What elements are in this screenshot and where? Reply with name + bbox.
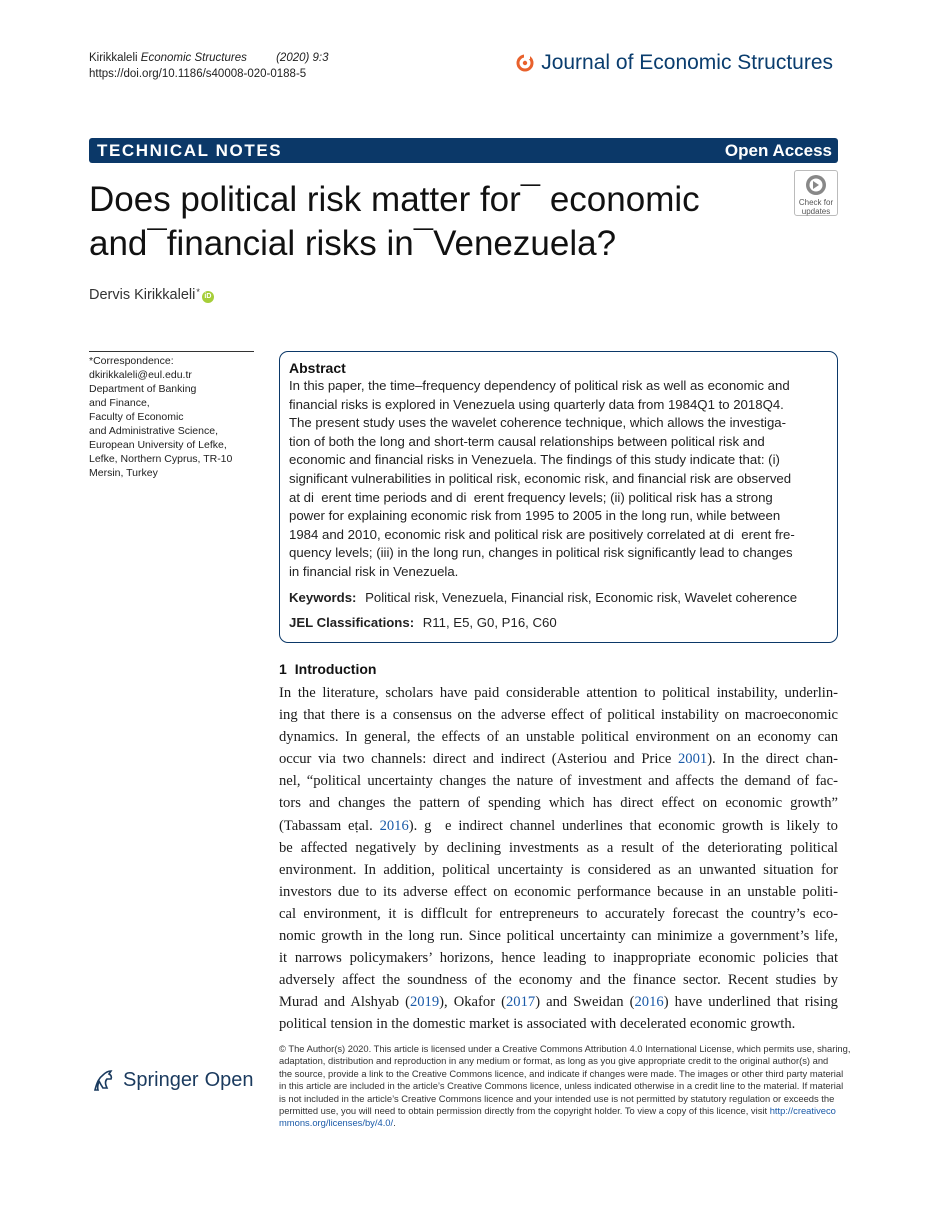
- license-line: the source, provide a link to the Creative Commons licence, and indicate if changes were made. The images or other third party material: [279, 1067, 844, 1079]
- orcid-icon[interactable]: iD: [202, 291, 214, 303]
- corr-affiliation-line: Mersin, Turkey: [89, 467, 158, 479]
- license-url-link[interactable]: mmons.org/licenses/by/4.0/: [279, 1117, 394, 1129]
- body-line: adversely affect the soundness of the economy and the finance sector. Recent studies by: [279, 972, 838, 989]
- text-span: Murad and Alshyab (: [279, 994, 410, 1011]
- corr-affiliation-line: and Finance,: [89, 397, 150, 409]
- section-title: Introduction: [294, 661, 377, 677]
- corr-affiliation-line: Lefke, Northern Cyprus, TR-10: [89, 453, 233, 465]
- doi-link[interactable]: https://doi.org/10.1186/s40008-020-0188-5: [89, 68, 307, 80]
- open-wordmark: Open: [204, 1068, 254, 1091]
- abstract-body: [289, 377, 828, 582]
- abstract-line: 1984 and 2010, economic risk and political risk are positively correlated at di erent fre-: [289, 526, 795, 542]
- journal-logo[interactable]: [516, 51, 833, 75]
- abstract-line: economic and financial risks in Venezuela. The findings of this study indicate that: (i): [289, 452, 780, 468]
- section-heading-introduction: [279, 661, 384, 677]
- body-line: In the literature, scholars have paid considerable attention to political instability, underlin-: [279, 685, 838, 701]
- check-updates-icon: [804, 173, 828, 197]
- body-line: it narrows policymakers’ horizons, hence leading to inappropriate economic policies that: [279, 950, 838, 967]
- header-author: Kirikkaleli: [89, 52, 138, 64]
- open-access-label: Open Access: [724, 140, 832, 160]
- keywords-label: Keywords:: [289, 589, 357, 605]
- abstract-box: [279, 351, 838, 643]
- abstract-line: in financial risk in Venezuela.: [289, 563, 459, 579]
- text-span: ) have underlined that rising: [663, 994, 838, 1011]
- springer-horse-icon: [89, 1066, 117, 1094]
- journal-name: Journal of Economic Structures: [541, 51, 833, 74]
- header-year-issue: (2020) 9:3: [276, 52, 329, 64]
- corr-affiliation-line: and Administrative Science,: [89, 425, 218, 437]
- journal-logo-icon: [516, 54, 534, 72]
- abstract-line: quency levels; (iii) in the long run, changes in political risk significantly lead to changes: [289, 545, 793, 561]
- author-name[interactable]: Dervis Kirikkaleli: [89, 287, 196, 303]
- license-line: adaptation, distribution and reproduction in any medium or format, as long as you give appropriate credit to the original author(s) and: [279, 1055, 829, 1067]
- corr-affiliation-line: Department of Banking: [89, 383, 197, 395]
- body-line: tors and changes the pattern of spending which has direct effect on economic growth”: [279, 795, 838, 812]
- body-line: [279, 991, 838, 1013]
- check-updates-line-2: updates: [801, 207, 831, 216]
- citation-link[interactable]: 2001: [678, 751, 708, 768]
- body-line: ing that there is a consensus on the adverse effect of political instability on macroeconomic: [279, 707, 838, 724]
- abstract-heading: Abstract: [289, 360, 346, 376]
- jel-value: R11, E5, G0, P16, C60: [422, 614, 557, 630]
- citation-link[interactable]: 2016: [634, 994, 664, 1011]
- body-line: cal environment, it is difflcult for entrepreneurs to accurately forecast the country’s eco-: [279, 905, 838, 922]
- author-line: [89, 287, 214, 303]
- jel-row: [289, 614, 828, 632]
- abstract-line: tion of both the long and short-term causal relationships between political risk and: [289, 433, 765, 449]
- abstract-line: significant vulnerabilities in political risk, economic risk, and financial risk are observed: [289, 470, 792, 486]
- springer-wordmark: Springer: [123, 1068, 199, 1091]
- check-for-updates-badge[interactable]: [794, 170, 838, 216]
- citation-link[interactable]: 2019: [409, 994, 440, 1011]
- license-line: is not included in the article’s Creative Commons licence and your intended use is not permitted by statutory regulation or exceeds the: [279, 1092, 835, 1104]
- text-span: permitted use, you will need to obtain permission directly from the copyright holder. To view a copy of this licence, visit: [279, 1105, 770, 1117]
- license-notice: [279, 1043, 851, 1130]
- text-span: ), Okafor (: [439, 994, 506, 1011]
- keywords-row: [289, 589, 828, 607]
- correspondence-mark: *: [196, 287, 200, 297]
- introduction-body: [279, 682, 838, 1036]
- body-line: dynamics. In general, the effects of an unstable political environment on an economy can: [279, 729, 838, 746]
- body-line: [279, 748, 838, 770]
- body-line: be affected negatively by declining investments as a result of the deteriorating political: [279, 839, 838, 856]
- abstract-line: at di erent time periods and di erent frequency levels; (ii) political risk has a strong: [289, 489, 773, 505]
- article-title: [89, 178, 729, 266]
- license-line: in this article are included in the article’s Creative Commons licence, unless indicated otherwise in a credit line to the material. If material: [279, 1080, 844, 1092]
- citation-line: [89, 50, 329, 66]
- running-header: [89, 50, 329, 82]
- citation-link[interactable]: 2016: [379, 817, 409, 834]
- license-line: © The Author(s) 2020. This article is licensed under a Creative Commons Attribution 4.0 International License, which permits use, sharing,: [279, 1043, 851, 1054]
- text-span: ). g e indirect channel underlines that economic growth is likely to: [408, 817, 838, 834]
- body-line: investors due to its adverse effect on economic performance because in an unstable politi-: [279, 883, 838, 900]
- springer-open-logo[interactable]: [89, 1066, 254, 1094]
- abstract-line: In this paper, the time–frequency dependency of political risk as well as economic and: [289, 378, 790, 393]
- body-line: environment. In addition, political uncertainty is considered as an unwanted situation for: [279, 861, 838, 878]
- abstract-line: power for explaining economic risk from 1995 to 2005 in the long run, while between: [289, 508, 781, 524]
- body-line: [279, 815, 838, 837]
- license-line: [279, 1117, 838, 1129]
- text-span: occur via two channels: direct and indirect (Asteriou and Price: [279, 751, 678, 768]
- keywords-value: Political risk, Venezuela, Financial risk, Economic risk, Wavelet coherence: [365, 589, 798, 605]
- correspondence-block: [89, 354, 264, 480]
- title-line-2: and¯ﬁnancial risks in¯Venezuela?: [89, 224, 617, 263]
- body-line: nomic growth in the long run. Since political uncertainty can minimize a government’s life,: [279, 928, 838, 945]
- corr-affiliation-line: European University of Lefke,: [89, 439, 227, 451]
- title-line-1: Does political risk matter for¯ economic: [89, 180, 700, 219]
- corr-affiliation-line: Faculty of Economic: [89, 411, 184, 423]
- abstract-line: financial risks is explored in Venezuela using quarterly data from 1984Q1 to 2018Q4.: [289, 396, 784, 412]
- header-journal: Economic Structures: [140, 52, 247, 64]
- corr-email[interactable]: dkirikkaleli@eul.edu.tr: [89, 369, 192, 381]
- section-number: 1: [279, 661, 287, 677]
- license-line: [279, 1105, 838, 1117]
- corr-label: *Correspondence:: [89, 355, 174, 367]
- article-type-banner: [89, 138, 838, 163]
- body-line: nel, “political uncertainty changes the nature of investment and affects the demand of fac-: [279, 773, 838, 790]
- text-span: ). In the direct chan-: [707, 751, 838, 768]
- abstract-line: The present study uses the wavelet coherence technique, which allows the investiga-: [289, 415, 787, 431]
- license-url-link[interactable]: http://creativeco: [769, 1105, 836, 1117]
- text-span: .: [393, 1117, 396, 1129]
- citation-link[interactable]: 2017: [506, 994, 536, 1011]
- check-updates-line-1: Check for: [798, 198, 834, 207]
- text-span: ) and Sweidan (: [535, 994, 635, 1011]
- correspondence-divider: [89, 351, 254, 352]
- text-span: (Tabassam eṭal.: [279, 817, 380, 834]
- jel-label: JEL Classiﬁcations:: [289, 614, 415, 630]
- body-line: political tension in the domestic market is associated with decelerated economic growth.: [279, 1016, 796, 1033]
- section-label: TECHNICAL NOTES: [97, 140, 283, 160]
